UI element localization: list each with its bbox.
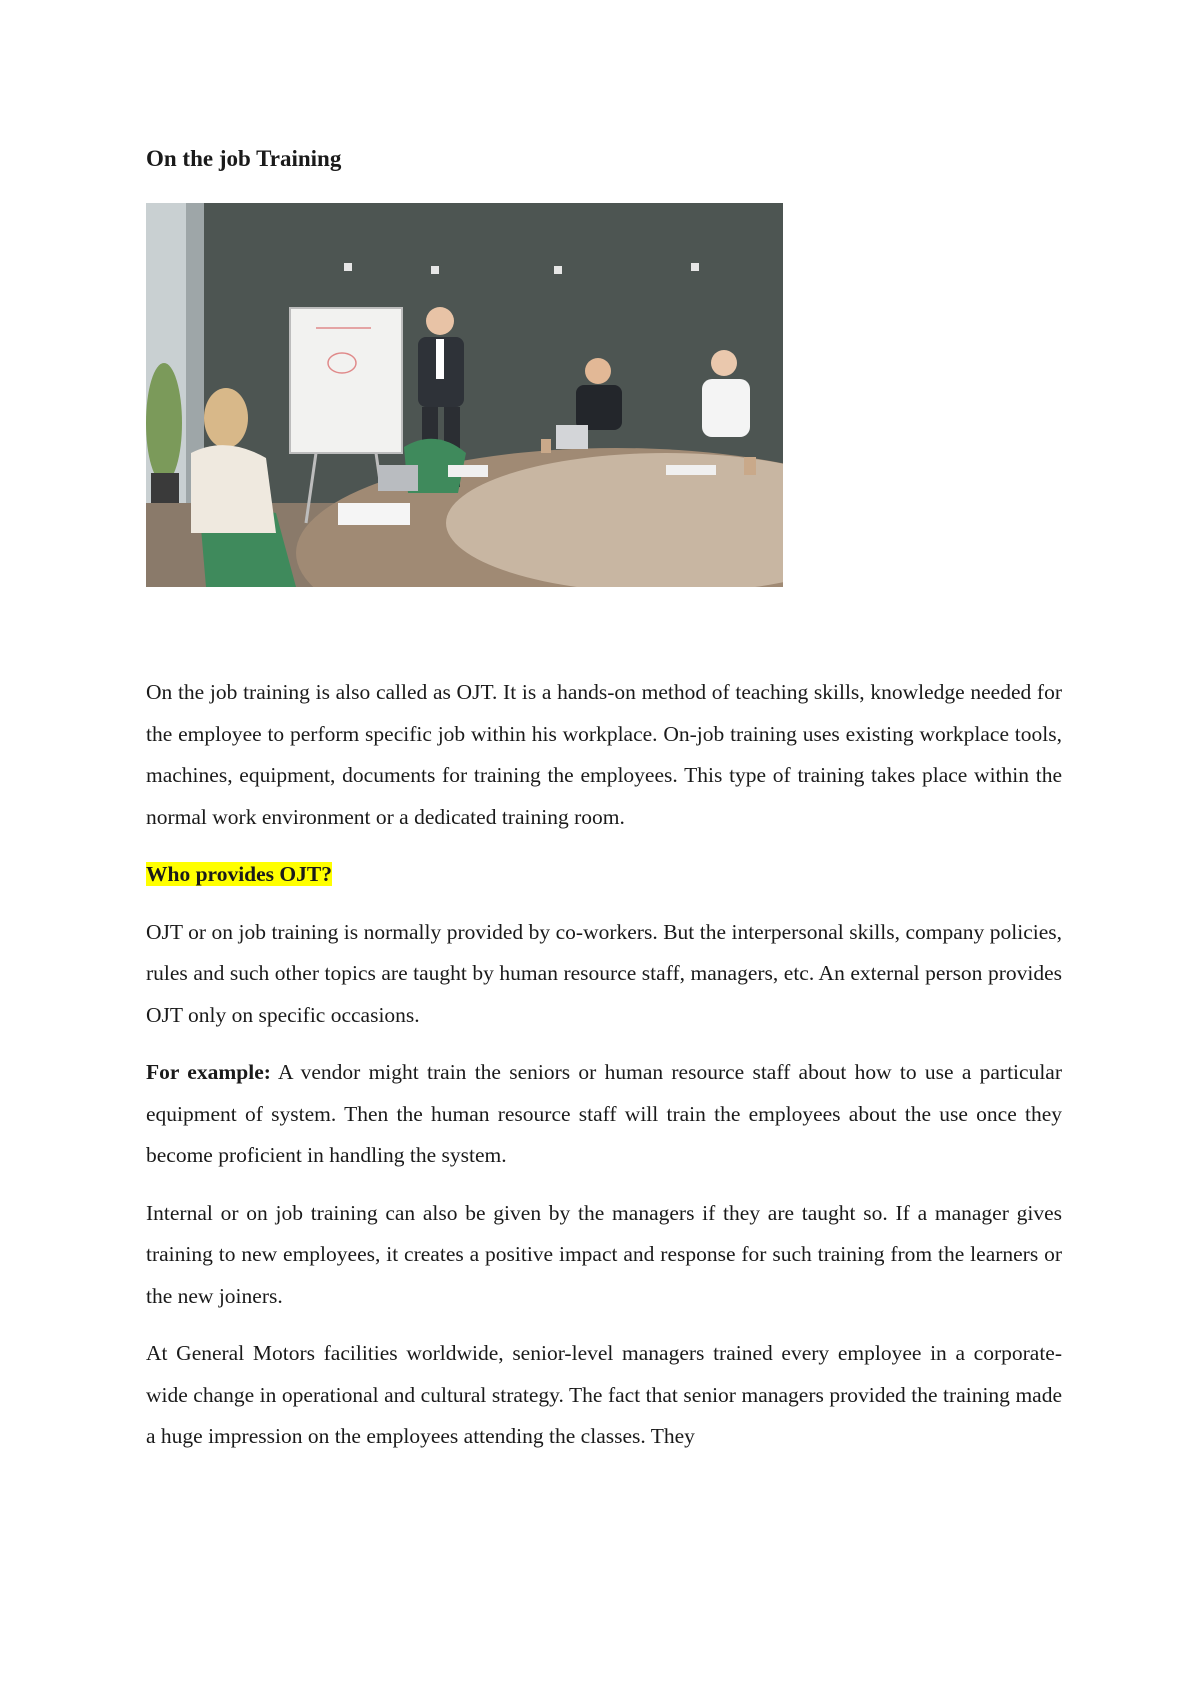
- paragraph-example: [146, 1052, 1062, 1177]
- intro-paragraph: On the job training is also called as OJT. It is a hands-on method of teaching skills, knowledge needed for the employee to perform specific job within his workplace. On-job training uses existing workplace tools, machines, equipment, documents for training the employees. This type of training takes place within the normal work environment or a dedicated training room.: [146, 680, 1062, 829]
- highlighted-heading-text: Who provides OJT?: [146, 862, 332, 886]
- example-text: A vendor might train the seniors or human resource staff about how to use a particular equipment of system. Then the human resource staff will train the employees about the use once they become proficient in handling the system.: [146, 1060, 1063, 1167]
- document-body: [146, 672, 1062, 1474]
- paragraph-providers: OJT or on job training is normally provided by co-workers. But the interpersonal skills, company policies, rules and such other topics are taught by human resource staff, managers, etc. An external person provides OJT only on specific occasions.: [146, 919, 1062, 1027]
- paragraph-managers: Internal or on job training can also be given by the managers if they are taught so. If a manager gives training to new employees, it creates a positive impact and response for such training from the learners or the new joiners.: [146, 1200, 1062, 1308]
- document-title: On the job Training: [146, 146, 342, 171]
- example-label: For example:: [146, 1060, 271, 1084]
- section-heading: [146, 854, 1062, 896]
- paragraph-general-motors: At General Motors facilities worldwide, senior-level managers trained every employee in a corporate-wide change in operational and cultural strategy. The fact that senior managers provided the training made a huge impression on the employees attending the classes. They: [146, 1341, 1062, 1448]
- training-meeting-photo: [146, 203, 783, 587]
